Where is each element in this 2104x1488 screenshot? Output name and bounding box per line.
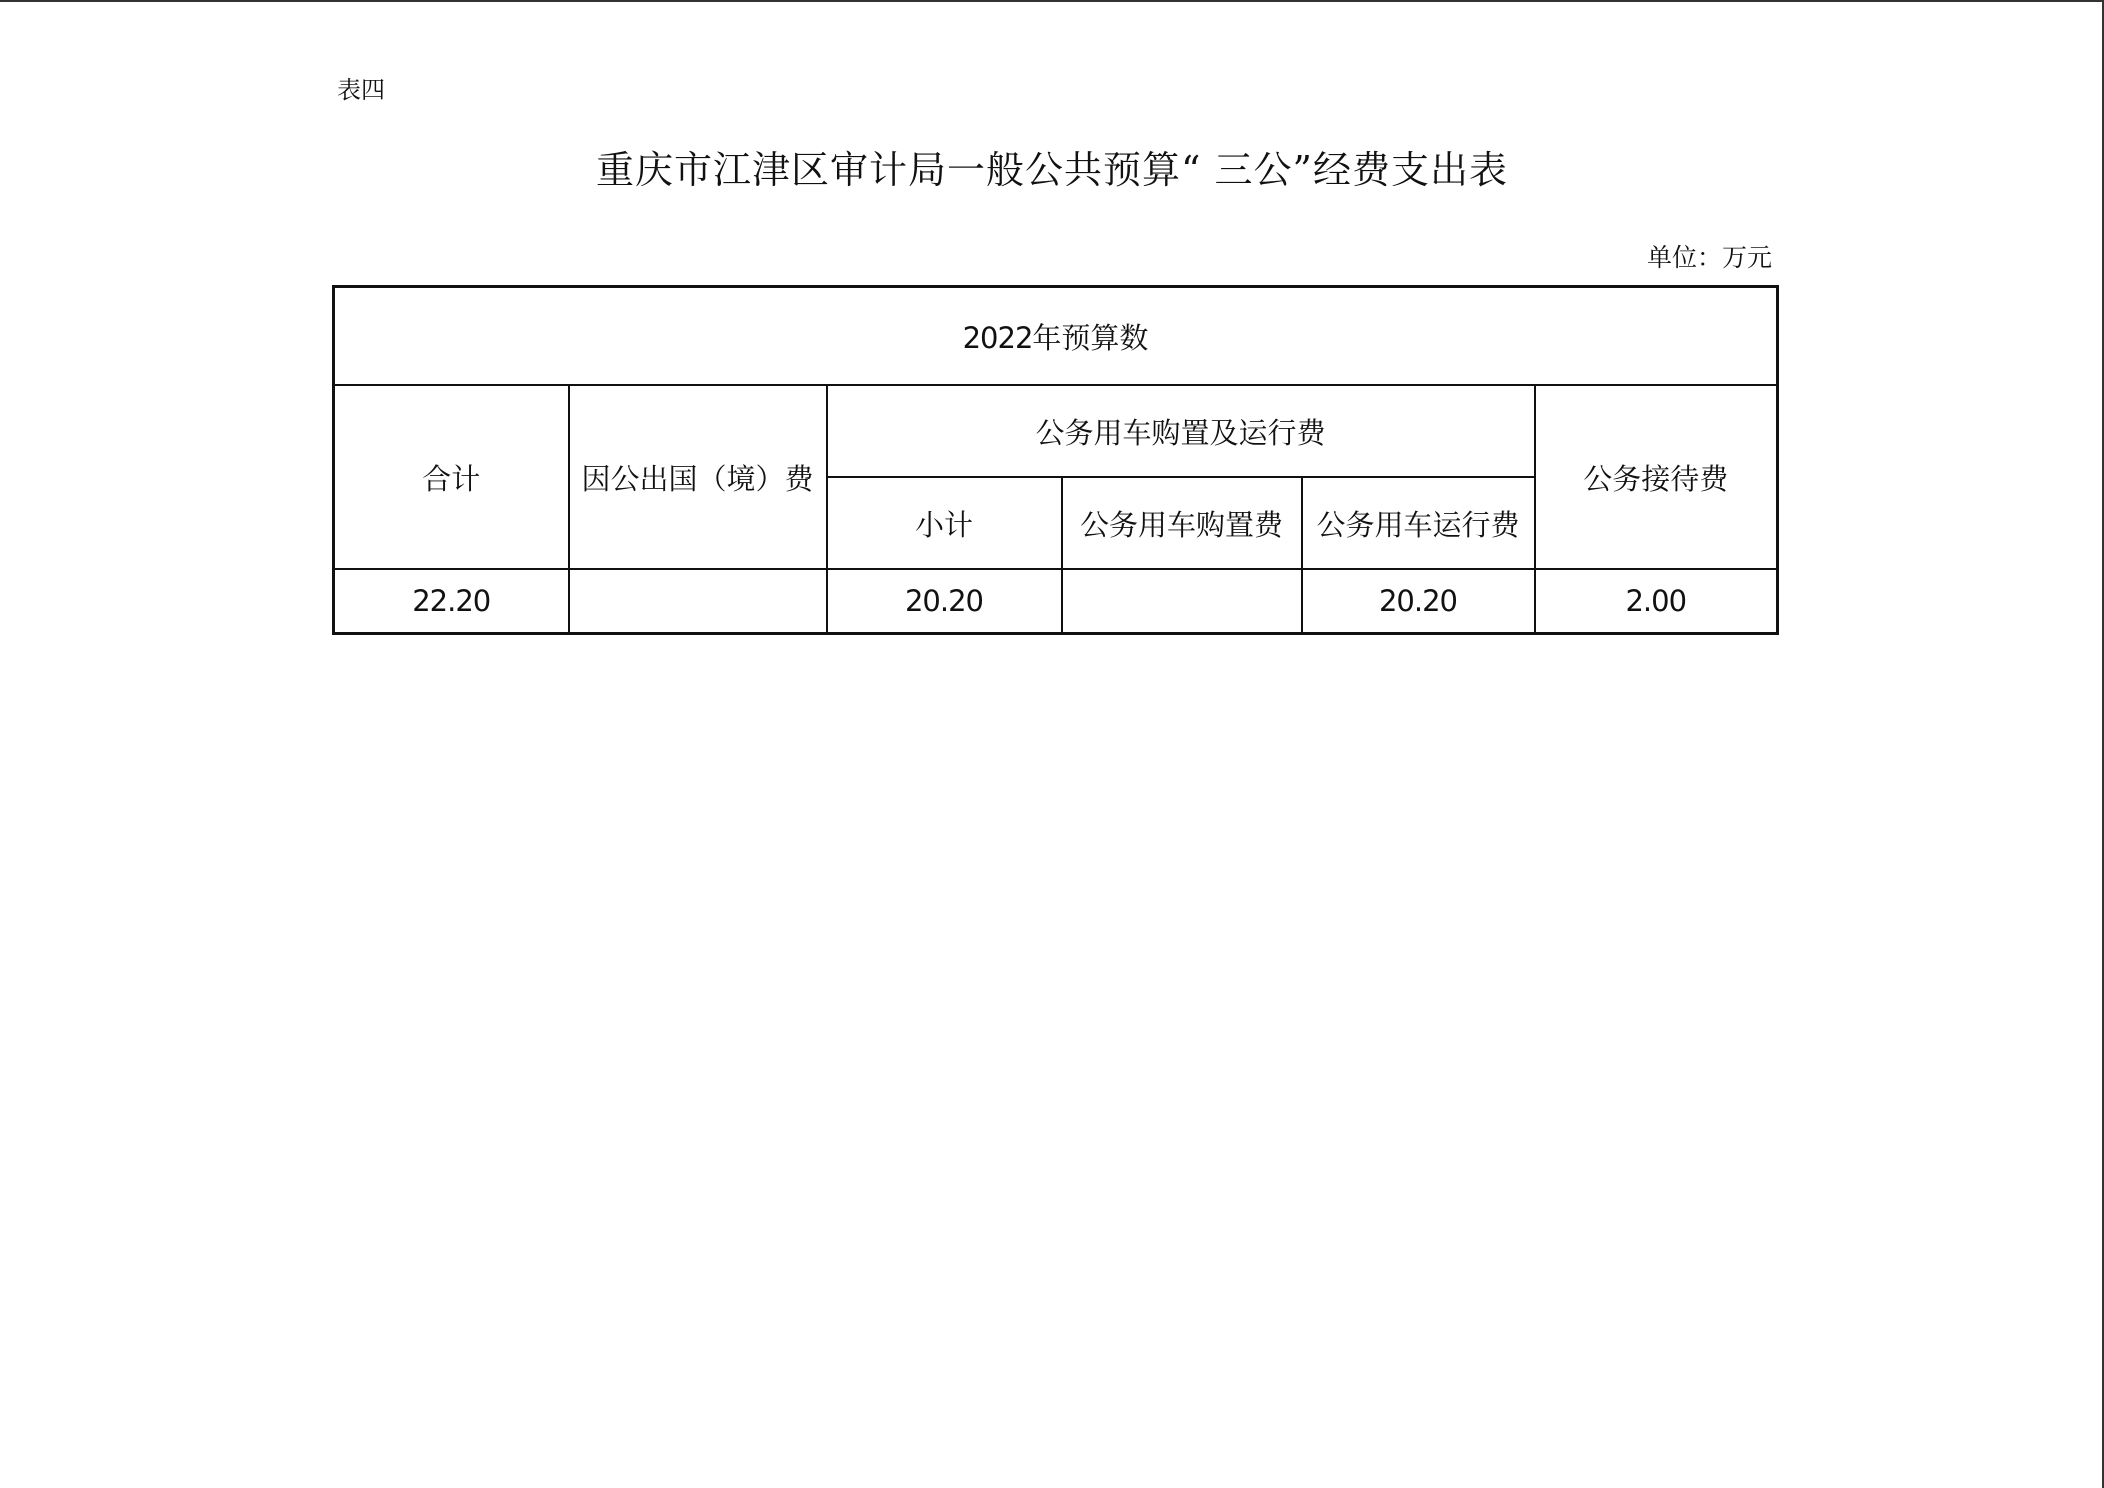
table-row (334, 569, 1778, 634)
cell-overseas (569, 569, 827, 634)
cell-vehicle-purchase (1062, 569, 1302, 634)
header-vehicle-operation: 公务用车运行费 (1302, 477, 1535, 569)
header-overseas: 因公出国（境）费 (569, 385, 827, 569)
year-header-cell (334, 287, 1778, 386)
column-header-row (334, 385, 1778, 477)
page-title: 重庆市江津区审计局一般公共预算“ 三公”经费支出表 (596, 148, 1508, 192)
header-total: 合计 (334, 385, 569, 569)
cell-total: 22.20 (334, 569, 569, 634)
cell-vehicle-operation: 20.20 (1302, 569, 1535, 634)
header-vehicle-purchase: 公务用车购置费 (1062, 477, 1302, 569)
unit-label: 单位：万元 (1646, 243, 1772, 272)
year-header-number: 2022 (962, 320, 1033, 355)
cell-subtotal: 20.20 (827, 569, 1062, 634)
year-header-text: 年预算数 (1032, 320, 1149, 355)
header-vehicle-group: 公务用车购置及运行费 (827, 385, 1535, 477)
page-top-border (0, 0, 2104, 2)
expenditure-table (332, 285, 1779, 635)
header-reception: 公务接待费 (1535, 385, 1778, 569)
year-header-row (334, 287, 1778, 386)
cell-reception: 2.00 (1535, 569, 1778, 634)
table-label: 表四 (337, 76, 385, 104)
header-subtotal: 小计 (827, 477, 1062, 569)
